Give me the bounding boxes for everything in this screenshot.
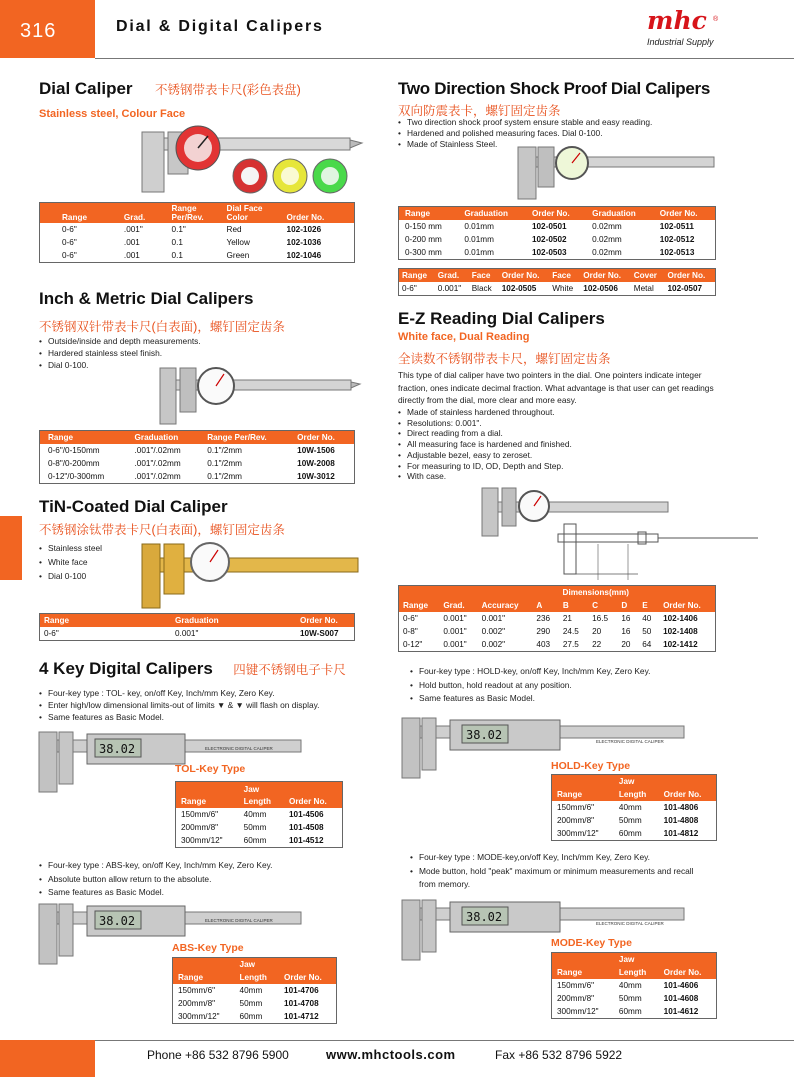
footer-rule bbox=[95, 1040, 794, 1041]
cell: 20 bbox=[592, 627, 602, 636]
table-row bbox=[399, 246, 715, 259]
table-row bbox=[552, 992, 716, 1005]
col-header: Graduation bbox=[170, 614, 295, 627]
cell: 16 bbox=[621, 614, 631, 623]
table-row bbox=[40, 470, 354, 483]
list-item: • Adjustable bezel, easy to zeroset. bbox=[398, 450, 572, 461]
display-brand: ELECTRONIC DIGITAL CALIPER bbox=[205, 746, 273, 751]
abs-table bbox=[172, 957, 337, 1024]
page-title: Dial & Digital Calipers bbox=[116, 18, 324, 35]
cell: 40mm bbox=[239, 986, 263, 995]
cell: .001" bbox=[123, 225, 143, 234]
col-header: Range bbox=[399, 269, 435, 282]
footer-website[interactable]: www.mhctools.com bbox=[326, 1047, 456, 1062]
footer-accent bbox=[0, 1040, 95, 1077]
col-header: A bbox=[532, 599, 558, 612]
order-number: 102-1026 bbox=[286, 225, 322, 234]
cell: 20 bbox=[621, 640, 631, 649]
table-row bbox=[399, 282, 715, 295]
order-number: 102-0505 bbox=[501, 284, 537, 293]
cell: Metal bbox=[633, 284, 654, 293]
tol-table bbox=[175, 781, 343, 848]
list-item: • Stainless steel bbox=[39, 541, 102, 555]
col-header: Range Per/Rev. bbox=[167, 203, 222, 223]
order-number: 10W-S007 bbox=[300, 629, 339, 638]
table-row bbox=[552, 801, 716, 814]
cell: Yellow bbox=[226, 238, 250, 247]
cell: Red bbox=[226, 225, 242, 234]
col-header: Face bbox=[549, 269, 580, 282]
section-dial-caliper bbox=[39, 79, 301, 99]
type-label: ABS-Key Type bbox=[172, 942, 244, 954]
cell: 0-6" bbox=[62, 238, 77, 247]
display-brand: ELECTRONIC DIGITAL CALIPER bbox=[596, 739, 664, 744]
cell: 0.01mm bbox=[464, 222, 494, 231]
list-item: • Same features as Basic Model. bbox=[410, 692, 650, 706]
table-row bbox=[40, 249, 354, 262]
col-header: Order No. bbox=[499, 269, 549, 282]
cell: 150mm/6" bbox=[181, 810, 219, 819]
cell: 40mm bbox=[618, 803, 642, 812]
section-title: TiN-Coated Dial Caliper bbox=[39, 497, 228, 516]
cell: 403 bbox=[536, 640, 551, 649]
table-row bbox=[40, 457, 354, 470]
section-title-cn: 不锈钢带表卡尺(彩色表盘) bbox=[155, 83, 301, 97]
table-row bbox=[40, 223, 354, 236]
order-number: 10W-3012 bbox=[297, 472, 335, 481]
logo-text: mhc bbox=[647, 6, 707, 35]
cell: 300mm/12" bbox=[178, 1012, 220, 1021]
section-title-cn: 四键不锈钢电子卡尺 bbox=[233, 663, 346, 677]
digital-caliper-image bbox=[400, 712, 690, 780]
section-title: Dial Caliper bbox=[39, 79, 133, 98]
table-row bbox=[552, 1005, 716, 1018]
table-row bbox=[399, 220, 715, 233]
col-header: Jaw bbox=[239, 782, 284, 795]
section-title: Two Direction Shock Proof Dial Calipers bbox=[398, 79, 710, 98]
display-brand: ELECTRONIC DIGITAL CALIPER bbox=[205, 918, 273, 923]
cell: 200mm/8" bbox=[557, 994, 595, 1003]
display-reading: 38.02 bbox=[466, 910, 503, 924]
col-header: Order No. bbox=[292, 431, 354, 444]
display-reading: 38.02 bbox=[466, 728, 503, 742]
cell: 60mm bbox=[239, 1012, 263, 1021]
type-label: HOLD-Key Type bbox=[551, 760, 631, 772]
order-number: 101-4706 bbox=[284, 986, 319, 995]
list-item: • For measuring to ID, OD, Depth and Step. bbox=[398, 461, 572, 472]
dial-caliper-table bbox=[39, 202, 355, 263]
cell: 0-150 mm bbox=[405, 222, 442, 231]
cell: 0-12"/0-300mm bbox=[48, 472, 105, 481]
table-row bbox=[176, 834, 342, 847]
cell: 0.1"/2mm bbox=[207, 446, 242, 455]
order-number: 101-4808 bbox=[663, 816, 699, 825]
col-header: Range Per/Rev. bbox=[202, 431, 292, 444]
col-header: Order No. bbox=[659, 966, 716, 979]
cell: 0.001" bbox=[481, 614, 506, 623]
col-header: Order No. bbox=[664, 269, 715, 282]
cell: 0.001" bbox=[443, 614, 467, 623]
col-header: Graduation bbox=[459, 207, 527, 220]
order-number: 101-4712 bbox=[284, 1012, 319, 1021]
order-number: 10W-1506 bbox=[297, 446, 335, 455]
table-row bbox=[176, 821, 342, 834]
cell: 16 bbox=[621, 627, 631, 636]
feature-list bbox=[398, 407, 572, 482]
table-row bbox=[399, 638, 715, 651]
list-item: • Four-key type : TOL- key, on/off Key, Inch/mm Key, Zero Key. bbox=[39, 687, 320, 699]
table-row bbox=[176, 808, 342, 821]
footer-fax: Fax +86 532 8796 5922 bbox=[495, 1048, 623, 1062]
footer-phone: Phone +86 532 8796 5900 bbox=[147, 1048, 289, 1062]
list-item: • Four-key type : HOLD-key, on/off Key, Inch/mm Key, Zero Key. bbox=[410, 665, 650, 679]
cell: 0.1" bbox=[171, 225, 186, 234]
table-row bbox=[173, 997, 336, 1010]
col-header: Grad. bbox=[435, 269, 469, 282]
col-header: Range bbox=[40, 431, 130, 444]
cell: 0.001" bbox=[437, 284, 462, 293]
col-header: Range bbox=[399, 599, 439, 612]
col-header: Graduation bbox=[130, 431, 203, 444]
list-item: • Hold button, hold readout at any position. bbox=[410, 679, 650, 693]
cell: 50 bbox=[642, 627, 652, 636]
list-item: • Made of stainless hardened throughout. bbox=[398, 407, 572, 418]
list-item: • With case. bbox=[398, 471, 572, 482]
cell: 0.002" bbox=[481, 627, 506, 636]
cell: 300mm/12" bbox=[557, 1007, 599, 1016]
col-header: B bbox=[559, 599, 588, 612]
type-label: TOL-Key Type bbox=[175, 763, 246, 775]
col-header: Length bbox=[614, 788, 659, 801]
cell: 200mm/8" bbox=[178, 999, 216, 1008]
order-number: 101-4812 bbox=[663, 829, 699, 838]
col-header: Range bbox=[173, 971, 235, 984]
section-title-cn: 双向防震表卡，螺钉固定齿条 bbox=[398, 104, 561, 118]
col-header: Graduation bbox=[587, 207, 655, 220]
list-item: • Same features as Basic Model. bbox=[39, 886, 273, 900]
section-four-key bbox=[39, 659, 346, 679]
col-header: Order No. bbox=[659, 788, 716, 801]
order-number: 102-0507 bbox=[667, 284, 703, 293]
table-row bbox=[552, 979, 716, 992]
cell: 200mm/8" bbox=[181, 823, 219, 832]
order-number: 102-0503 bbox=[531, 248, 567, 257]
col-header: Length bbox=[239, 795, 284, 808]
description: This type of dial caliper have two pointers in the dial. One pointers indicate integer fraction, ones indicate decimal fraction. What advantage is that user can get readings directly from the dial, more clear and more easy. bbox=[398, 370, 714, 405]
cell: 60mm bbox=[618, 1007, 642, 1016]
cell: 0.001" bbox=[175, 629, 199, 638]
list-item: • Mode button, hold "peak" maximum or minimum measurements and recall from memory. bbox=[410, 865, 710, 892]
order-number: 102-1406 bbox=[663, 614, 698, 623]
col-header: Order No. bbox=[279, 971, 336, 984]
cell: .001 bbox=[123, 251, 140, 260]
cell: .001 bbox=[123, 238, 140, 247]
cell: 290 bbox=[536, 627, 551, 636]
cell: Black bbox=[471, 284, 492, 293]
col-header: E bbox=[638, 599, 659, 612]
col-header: Order No. bbox=[580, 269, 630, 282]
order-number: 102-1408 bbox=[663, 627, 698, 636]
cell: 0.02mm bbox=[592, 222, 622, 231]
cell: White bbox=[552, 284, 574, 293]
cell: 0.1"/2mm bbox=[207, 459, 242, 468]
order-number: 102-0501 bbox=[531, 222, 567, 231]
col-header: Grad. bbox=[439, 599, 477, 612]
list-item: • Hardered stainless steel finish. bbox=[39, 347, 201, 359]
digital-caliper-image bbox=[37, 898, 307, 966]
cell: 0-300 mm bbox=[405, 248, 442, 257]
inch-metric-table bbox=[39, 430, 355, 484]
col-header: Length bbox=[614, 966, 659, 979]
order-number: 101-4512 bbox=[288, 836, 324, 845]
list-item: • White face bbox=[39, 555, 102, 569]
cell: 0.02mm bbox=[592, 248, 622, 257]
list-item: • Dial 0-100 bbox=[39, 569, 102, 583]
two-direction-table bbox=[398, 206, 716, 260]
section-title-cn: 不锈钢涂钛带表卡尺(白表面)，螺钉固定齿条 bbox=[39, 523, 285, 537]
cell: 0-6" bbox=[402, 284, 417, 293]
cell: 0.1 bbox=[171, 238, 183, 247]
cell: 60mm bbox=[243, 836, 267, 845]
order-number: 102-0513 bbox=[659, 248, 695, 257]
col-header: Order No. bbox=[284, 795, 342, 808]
col-header: Jaw bbox=[614, 953, 659, 966]
cell: 27.5 bbox=[562, 640, 579, 649]
col-header: Dial Face Color bbox=[222, 203, 282, 223]
cell: 40 bbox=[642, 614, 652, 623]
cell: Green bbox=[226, 251, 250, 260]
table-row bbox=[173, 1010, 336, 1023]
cell: 0.01mm bbox=[464, 248, 494, 257]
cell: 0-6" bbox=[62, 225, 77, 234]
col-header: Cover bbox=[631, 269, 665, 282]
col-header: D bbox=[617, 599, 638, 612]
cell: 0.02mm bbox=[592, 235, 622, 244]
col-header: Range bbox=[176, 795, 239, 808]
dial-caliper-image bbox=[158, 364, 363, 426]
list-item: • Same features as Basic Model. bbox=[39, 711, 320, 723]
order-number: 102-0502 bbox=[531, 235, 567, 244]
display-reading: 38.02 bbox=[99, 742, 136, 756]
cell: 0-8"/0-200mm bbox=[48, 459, 100, 468]
order-number: 102-0511 bbox=[659, 222, 694, 231]
cell: 50mm bbox=[243, 823, 267, 832]
cell: 300mm/12" bbox=[181, 836, 223, 845]
order-number: 102-1412 bbox=[663, 640, 698, 649]
feature-list bbox=[39, 687, 320, 723]
page-number: 316 bbox=[0, 0, 95, 58]
dial-caliper-image bbox=[140, 124, 370, 204]
cell: 0-6" bbox=[403, 614, 418, 623]
section-title: 4 Key Digital Calipers bbox=[39, 659, 213, 678]
col-header: Accuracy bbox=[478, 599, 533, 612]
list-item: • Outside/inside and depth measurements. bbox=[39, 335, 201, 347]
side-tab-marker bbox=[0, 516, 22, 580]
cell: 150mm/6" bbox=[178, 986, 216, 995]
order-number: 101-4806 bbox=[663, 803, 699, 812]
section-subtitle: Stainless steel, Colour Face bbox=[39, 108, 186, 120]
list-item: • Two direction shock proof system ensure stable and easy reading. bbox=[398, 117, 652, 128]
header-rule bbox=[95, 58, 794, 59]
ez-caliper-image bbox=[478, 484, 768, 584]
order-number: 101-4508 bbox=[288, 823, 324, 832]
cell: 0.002" bbox=[481, 640, 506, 649]
list-item: • Hardened and polished measuring faces. Dial 0-100. bbox=[398, 128, 652, 139]
section-title: E-Z Reading Dial Calipers bbox=[398, 309, 605, 328]
feature-list bbox=[410, 851, 710, 892]
list-item: • Four-key type : ABS-key, on/off Key, Inch/mm Key, Zero Key. bbox=[39, 859, 273, 873]
display-reading: 38.02 bbox=[99, 914, 136, 928]
col-header: Range bbox=[552, 966, 614, 979]
cell: .001"/.02mm bbox=[134, 472, 181, 481]
section-title-cn: 全读数不锈钢带表卡尺，螺钉固定齿条 bbox=[398, 352, 611, 366]
list-item: • Resolutions: 0.001". bbox=[398, 418, 572, 429]
cell: 50mm bbox=[618, 994, 642, 1003]
cell: 0-200 mm bbox=[405, 235, 442, 244]
cell: 0-8" bbox=[403, 627, 418, 636]
table-row bbox=[40, 444, 354, 457]
table-row bbox=[552, 827, 716, 840]
order-number: 101-4608 bbox=[663, 994, 699, 1003]
list-item: • Direct reading from a dial. bbox=[398, 428, 572, 439]
section-title: Inch & Metric Dial Calipers bbox=[39, 289, 254, 308]
col-header: Order No. bbox=[295, 614, 354, 627]
order-number: 101-4612 bbox=[663, 1007, 699, 1016]
cell: 60mm bbox=[618, 829, 642, 838]
list-item: • Dial 0-100. bbox=[39, 359, 201, 371]
order-number: 102-1036 bbox=[286, 238, 322, 247]
cell: 50mm bbox=[239, 999, 263, 1008]
cell: 0-6" bbox=[44, 629, 59, 638]
col-header: Jaw bbox=[235, 958, 279, 971]
list-item: • Enter high/low dimensional limits-out of limits ▼ & ▼ will flash on display. bbox=[39, 699, 320, 711]
order-number: 102-0512 bbox=[659, 235, 695, 244]
cell: 0.01mm bbox=[464, 235, 494, 244]
cell: .001"/.02mm bbox=[134, 446, 181, 455]
cell: 16.5 bbox=[592, 614, 609, 623]
order-number: 101-4708 bbox=[284, 999, 319, 1008]
order-number: 101-4606 bbox=[663, 981, 699, 990]
col-header: Range bbox=[40, 203, 119, 223]
col-header: Length bbox=[235, 971, 279, 984]
cell: 200mm/8" bbox=[557, 816, 595, 825]
table-row bbox=[552, 814, 716, 827]
logo-registered-mark: ® bbox=[713, 16, 719, 23]
list-item: • Absolute button allow return to the absolute. bbox=[39, 873, 273, 887]
ez-reading-table bbox=[398, 585, 716, 652]
hold-table bbox=[551, 774, 717, 841]
order-number: 102-0506 bbox=[583, 284, 618, 293]
col-header: Range bbox=[40, 614, 170, 627]
table-row bbox=[40, 236, 354, 249]
cell: 21 bbox=[562, 614, 572, 623]
cell: 40mm bbox=[618, 981, 642, 990]
cell: 0.1"/2mm bbox=[207, 472, 242, 481]
mode-table bbox=[551, 952, 717, 1019]
cell: 0-6" bbox=[62, 251, 77, 260]
cell: 0-12" bbox=[403, 640, 423, 649]
tin-table bbox=[39, 613, 355, 641]
type-label: MODE-Key Type bbox=[551, 937, 632, 949]
list-item: • All measuring face is hardened and finished. bbox=[398, 439, 572, 450]
col-header: Order No. bbox=[282, 203, 354, 223]
dial-caliper-image bbox=[516, 145, 721, 201]
section-subtitle: White face, Dual Reading bbox=[398, 331, 530, 343]
feature-list bbox=[410, 665, 650, 706]
cell: 150mm/6" bbox=[557, 981, 595, 990]
cell: 24.5 bbox=[562, 627, 579, 636]
table-row bbox=[399, 612, 715, 625]
cell: 0.001" bbox=[443, 640, 467, 649]
table-row bbox=[40, 627, 354, 640]
feature-list bbox=[39, 859, 273, 900]
col-header: Grad. bbox=[119, 203, 167, 223]
cell: 150mm/6" bbox=[557, 803, 595, 812]
col-header: Order No. bbox=[655, 207, 715, 220]
cell: 50mm bbox=[618, 816, 642, 825]
table-row bbox=[173, 984, 336, 997]
cell: 300mm/12" bbox=[557, 829, 599, 838]
cell: 40mm bbox=[243, 810, 267, 819]
two-direction-table-2 bbox=[398, 268, 716, 296]
cell: 0.1 bbox=[171, 251, 183, 260]
display-brand: ELECTRONIC DIGITAL CALIPER bbox=[596, 921, 664, 926]
cell: 0-6"/0-150mm bbox=[48, 446, 100, 455]
feature-list bbox=[39, 541, 102, 583]
tin-caliper-image bbox=[140, 540, 365, 610]
table-row bbox=[399, 625, 715, 638]
cell: 22 bbox=[592, 640, 602, 649]
section-title-cn: 不锈钢双针带表卡尺(白表面)，螺钉固定齿条 bbox=[39, 320, 285, 334]
col-header: Order No. bbox=[527, 207, 587, 220]
list-item: • Made of Stainless Steel. bbox=[398, 139, 652, 150]
list-item: • Four-key type : MODE-key,on/off Key, Inch/mm Key, Zero Key. bbox=[410, 851, 710, 865]
col-header: Face bbox=[469, 269, 499, 282]
logo-subtitle: Industrial Supply bbox=[647, 37, 714, 47]
cell: 64 bbox=[642, 640, 652, 649]
cell: 236 bbox=[536, 614, 551, 623]
order-number: 101-4506 bbox=[288, 810, 324, 819]
cell: .001"/.02mm bbox=[134, 459, 181, 468]
col-header: Range bbox=[552, 788, 614, 801]
col-header: Dimensions(mm) bbox=[532, 586, 659, 599]
order-number: 10W-2008 bbox=[297, 459, 335, 468]
col-header: C bbox=[588, 599, 617, 612]
cell: 0.001" bbox=[443, 627, 467, 636]
col-header: Jaw bbox=[614, 775, 659, 788]
table-row bbox=[399, 233, 715, 246]
order-number: 102-1046 bbox=[286, 251, 322, 260]
col-header: Order No. bbox=[659, 599, 715, 612]
brand-logo bbox=[647, 6, 787, 52]
col-header: Range bbox=[399, 207, 459, 220]
